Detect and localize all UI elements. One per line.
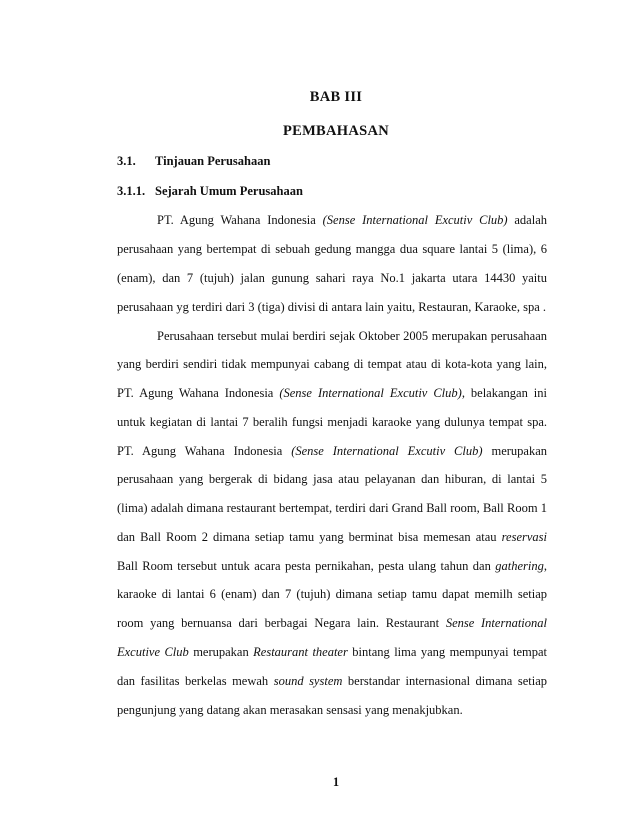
section-title: Sejarah Umum Perusahaan <box>155 184 303 198</box>
body-line: pengunjung yang datang akan merasakan sensasi yang menakjubkan. <box>117 703 463 717</box>
body-line: PT. Agung Wahana Indonesia (Sense International Excutiv Club), belakangan ini <box>117 386 547 400</box>
section-title: Tinjauan Perusahaan <box>155 154 271 168</box>
section-heading-3-1 <box>117 154 271 169</box>
body-line: dan fasilitas berkelas mewah sound system berstandar internasional dimana setiap <box>117 674 547 688</box>
body-line: dan Ball Room 2 dimana setiap tamu yang berminat bisa memesan atau reservasi <box>117 530 547 544</box>
body-line: karaoke di lantai 6 (enam) dan 7 (tujuh) dimana setiap tamu dapat memilh setiap <box>117 587 547 601</box>
body-line: yang berdiri sendiri tidak mempunyai cabang di tempat atau di kota-kota yang lain, <box>117 357 547 371</box>
body-line: PT. Agung Wahana Indonesia (Sense International Excutiv Club) merupakan <box>117 444 548 458</box>
chapter-heading: PEMBAHASAN <box>282 123 390 139</box>
body-line: perusahaan yang bergerak di bidang jasa atau pelayanan dan hiburan, di lantai 5 <box>117 472 547 486</box>
section-number: 3.1. <box>117 154 136 168</box>
body-line: Ball Room tersebut untuk acara pesta pernikahan, pesta ulang tahun dan gathering, <box>117 559 547 573</box>
body-line: perusahaan yg terdiri dari 3 (tiga) divisi di antara lain yaitu, Restauran, Karaoke, spa . <box>117 300 547 314</box>
body-line: Excutive Club merupakan Restaurant theater bintang lima yang mempunyai tempat <box>117 645 548 659</box>
body-line: room yang bernuansa dari berbagai Negara lain. Restaurant Sense International <box>117 616 547 630</box>
body-line: (lima) adalah dimana restaurant bertempat, terdiri dari Grand Ball room, Ball Room 1 <box>117 501 547 515</box>
body-line: untuk kegiatan di lantai 7 beralih fungsi menjadi karaoke yang dulunya tempat spa. <box>117 415 547 429</box>
body-line: (enam), dan 7 (tujuh) jalan gunung sahari raya No.1 jakarta utara 14430 yaitu <box>117 271 547 285</box>
body-line: perusahaan yang bertempat di sebuah gedung mangga dua square lantai 5 (lima), 6 <box>117 242 547 256</box>
body-line: PT. Agung Wahana Indonesia (Sense International Excutiv Club) adalah <box>157 213 547 227</box>
section-number: 3.1.1. <box>117 184 146 198</box>
body-line: Perusahaan tersebut mulai berdiri sejak Oktober 2005 merupakan perusahaan <box>157 329 547 343</box>
chapter-title: BAB III <box>309 89 363 105</box>
section-heading-3-1-1 <box>117 184 303 199</box>
page-number: 1 <box>332 775 340 789</box>
